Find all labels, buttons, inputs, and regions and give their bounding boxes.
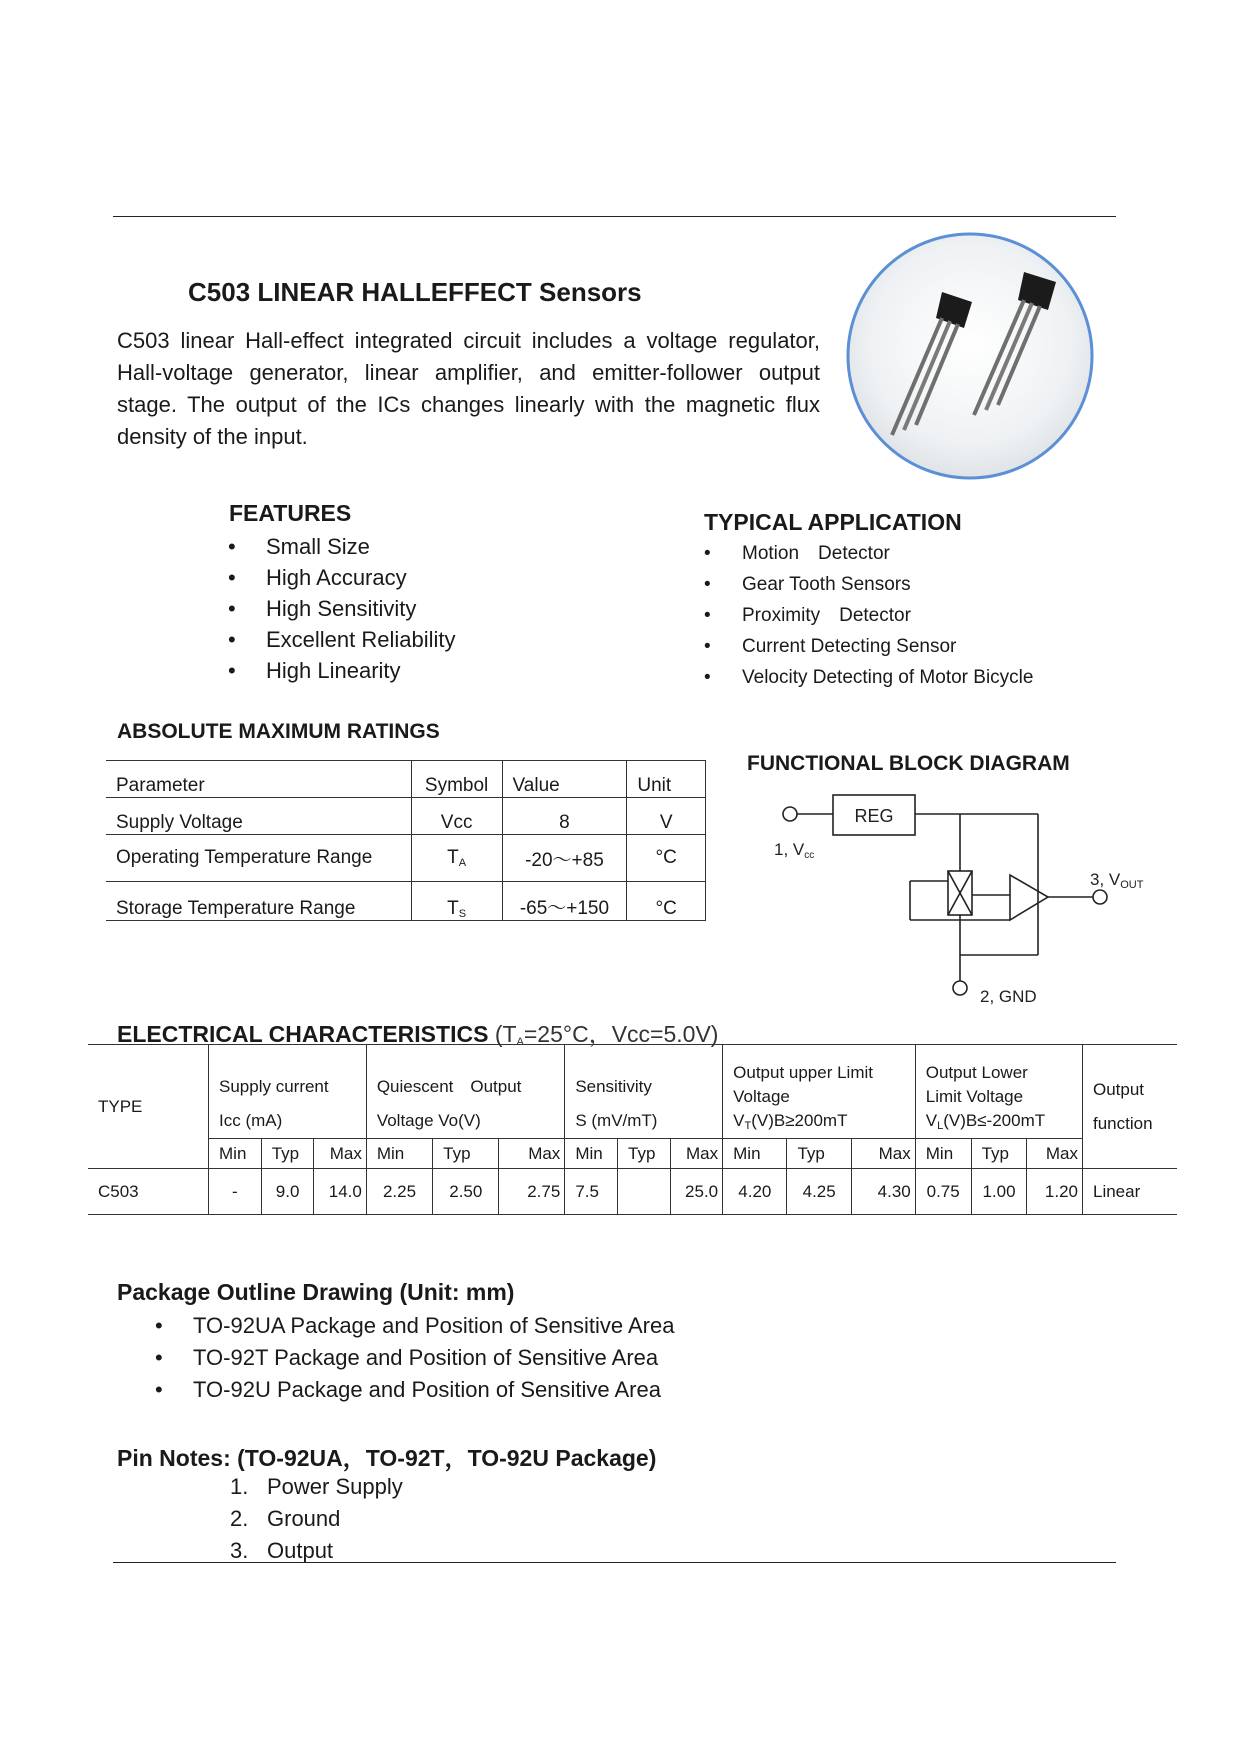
table-header: Parameter: [106, 761, 411, 798]
table-header: Symbol: [411, 761, 502, 798]
pins-list: [230, 1471, 403, 1567]
table-row: [88, 1169, 1177, 1215]
reg-label: REG: [854, 806, 894, 826]
table-subheader-row: [88, 1139, 1177, 1169]
table-cell: Storage Temperature Range: [106, 882, 411, 921]
package-list: [155, 1310, 674, 1406]
list-item: 2. Ground: [230, 1506, 341, 1531]
table-header: Min: [915, 1139, 971, 1169]
amr-heading: ABSOLUTE MAXIMUM RATINGS: [117, 720, 440, 743]
list-item: • Velocity Detecting of Motor Bicycle: [704, 662, 1033, 693]
features-heading: FEATURES: [229, 500, 352, 526]
table-cell: Vcc: [411, 798, 502, 835]
ec-heading: ELECTRICAL CHARACTERISTICS ($T_A=25^\circ C$，Vcc=5.0V): [117, 1021, 719, 1048]
table-header: Typ: [971, 1139, 1027, 1169]
vout-label: 3, VOUT: [1090, 870, 1144, 891]
table-cell: °C: [627, 835, 706, 882]
applications-heading: TYPICAL APPLICATION: [704, 509, 962, 535]
table-cell: 2.50: [433, 1169, 499, 1215]
table-header: Min: [366, 1139, 432, 1169]
list-item: • Current Detecting Sensor: [704, 631, 1033, 662]
table-cell: 1.20: [1027, 1169, 1083, 1215]
table-cell: [618, 1169, 671, 1215]
table-header: Typ: [433, 1139, 499, 1169]
list-item: • Motion Detector: [704, 538, 1033, 569]
table-header: Min: [209, 1139, 262, 1169]
amr-table: [106, 760, 706, 921]
list-item: • Proximity Detector: [704, 600, 1033, 631]
table-header: Max: [851, 1139, 915, 1169]
list-item: • TO-92UA Package and Position of Sensitive Area: [155, 1310, 674, 1342]
ec-table: [88, 1044, 1177, 1215]
bottom-rule: [113, 1562, 1116, 1563]
table-header: Value: [502, 761, 627, 798]
list-item: • Gear Tooth Sensors: [704, 569, 1033, 600]
table-cell: 1.00: [971, 1169, 1027, 1215]
table-header: Max: [1027, 1139, 1083, 1169]
gnd-label: 2, GND: [980, 987, 1037, 1006]
table-cell: C503: [88, 1169, 209, 1215]
fbd-heading: FUNCTIONAL BLOCK DIAGRAM: [747, 752, 1070, 775]
table-cell: Linear: [1083, 1169, 1178, 1215]
list-item: • High Sensitivity: [228, 593, 456, 624]
table-cell: Operating Temperature Range: [106, 835, 411, 882]
table-header: Output upper Limit Voltage $V_T(V)B\ge 200mT$: [723, 1045, 916, 1139]
list-item: 1. Power Supply: [230, 1474, 403, 1499]
table-header: Unit: [627, 761, 706, 798]
table-header: Quiescent Output Voltage Vo(V): [366, 1045, 564, 1139]
table-cell: 2.75: [499, 1169, 565, 1215]
block-diagram: [770, 785, 1144, 1015]
page-title: C503 LINEAR HALLEFFECT Sensors: [188, 277, 642, 307]
list-item: • TO-92U Package and Position of Sensitive Area: [155, 1374, 674, 1406]
intro-paragraph: C503 linear Hall-effect integrated circuit includes a voltage regulator, Hall-voltage generator, linear amplifier, and emitter-follower output stage. The output of the ICs changes linearly with the magnetic flux density of the input.: [117, 328, 820, 449]
table-cell: 0.75: [915, 1169, 971, 1215]
table-cell: -20～+85: [502, 835, 627, 882]
list-item: • High Linearity: [228, 655, 456, 686]
table-cell: 4.20: [723, 1169, 787, 1215]
list-item: • TO-92T Package and Position of Sensitive Area: [155, 1342, 674, 1374]
table-cell: 8: [502, 798, 627, 835]
table-cell: 14.0: [314, 1169, 366, 1215]
package-heading: Package Outline Drawing (Unit: mm): [117, 1279, 515, 1305]
table-header: Supply current Icc (mA): [209, 1045, 367, 1139]
table-cell: 4.30: [851, 1169, 915, 1215]
table-cell: V: [627, 798, 706, 835]
table-header: Output function: [1083, 1045, 1178, 1169]
table-cell: Supply Voltage: [106, 798, 411, 835]
list-item: • Small Size: [228, 531, 456, 562]
table-header: Max: [499, 1139, 565, 1169]
table-header: Min: [565, 1139, 618, 1169]
table-cell: °C: [627, 882, 706, 921]
table-cell: $T_A$: [411, 835, 502, 882]
list-item: 3. Output: [230, 1538, 334, 1563]
table-row: [106, 882, 706, 921]
table-header: Typ: [618, 1139, 671, 1169]
applications-list: [704, 538, 1033, 693]
top-rule: [113, 216, 1116, 217]
pins-heading: Pin Notes: (TO-92UA，TO-92T，TO-92U Package): [117, 1445, 657, 1471]
vcc-label: 1, Vcc: [774, 840, 815, 861]
table-cell: $T_S$: [411, 882, 502, 921]
table-cell: 7.5: [565, 1169, 618, 1215]
table-cell: 2.25: [366, 1169, 432, 1215]
features-list: [228, 531, 456, 686]
table-header-row: [88, 1045, 1177, 1139]
list-item: • Excellent Reliability: [228, 624, 456, 655]
table-header-row: [106, 761, 706, 798]
table-cell: 4.25: [787, 1169, 851, 1215]
table-header: TYPE: [88, 1045, 209, 1169]
table-header: Min: [723, 1139, 787, 1169]
table-header: Max: [314, 1139, 366, 1169]
product-photo: [844, 230, 1096, 482]
table-header: Typ: [261, 1139, 314, 1169]
table-cell: -65～+150: [502, 882, 627, 921]
table-cell: 25.0: [670, 1169, 722, 1215]
table-row: [106, 835, 706, 882]
table-header: Sensitivity S (mV/mT): [565, 1045, 723, 1139]
table-cell: -: [209, 1169, 262, 1215]
list-item: • High Accuracy: [228, 562, 456, 593]
table-header: Typ: [787, 1139, 851, 1169]
table-row: [106, 798, 706, 835]
table-header: Max: [670, 1139, 722, 1169]
table-cell: 9.0: [261, 1169, 314, 1215]
table-header: Output Lower Limit Voltage $V_L(V)B\le-200mT$: [915, 1045, 1082, 1139]
